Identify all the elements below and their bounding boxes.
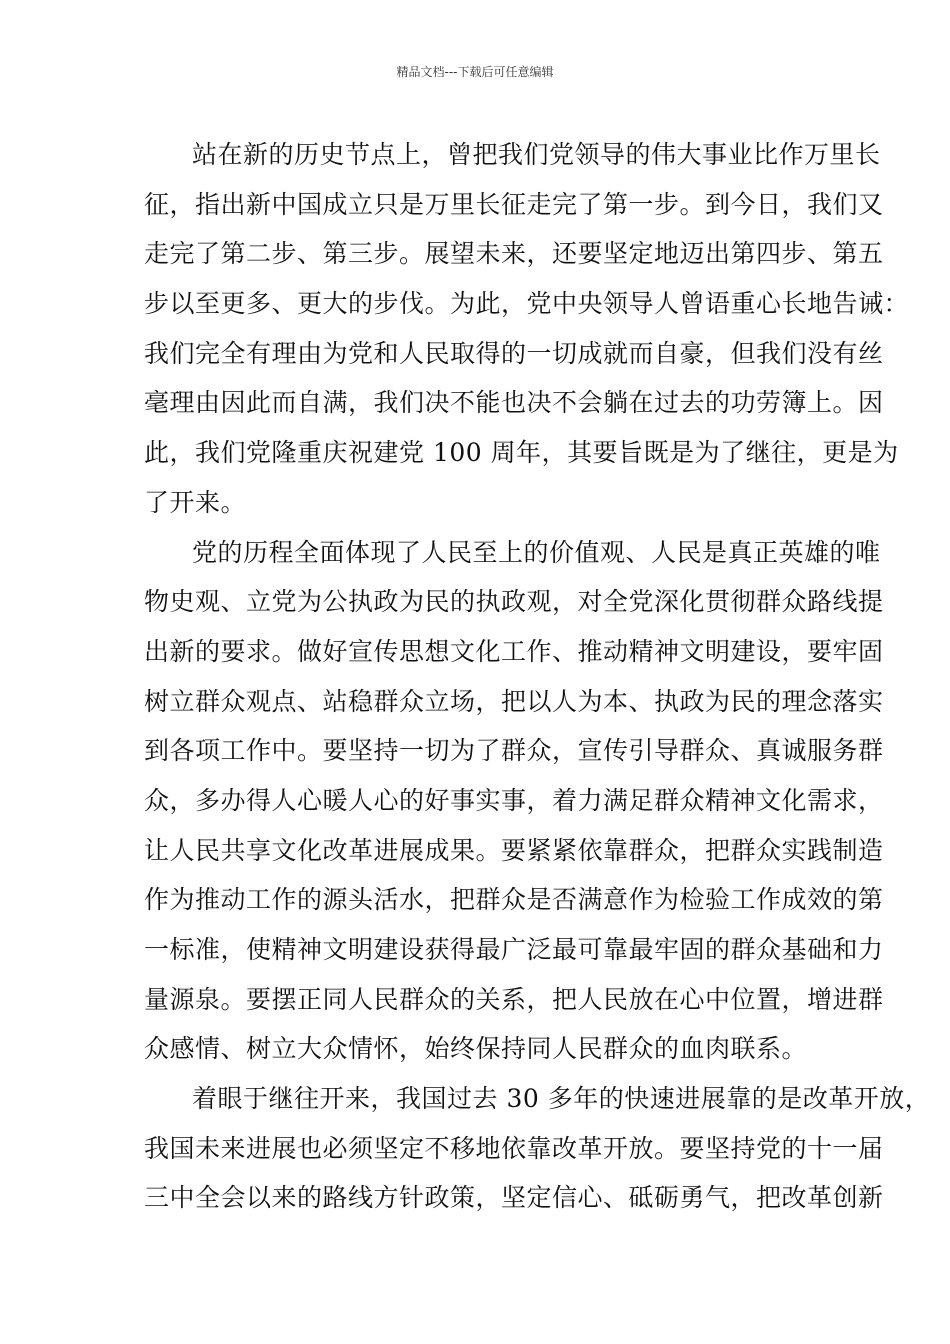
paragraph-2-line-5: 到各项工作中。要坚持一切为了群众，宣传引导群众、真诚服务群	[144, 736, 884, 766]
paragraph-1-line-8: 了开来。	[144, 487, 247, 517]
paragraph-2-line-8: 作为推动工作的源头活水，把群众是否满意作为检验工作成效的第	[144, 885, 884, 915]
page-header: 精品文档---下载后可任意编辑	[396, 65, 554, 79]
paragraph-2-line-9: 一标准，使精神文明建设获得最广泛最可靠最牢固的群众基础和力	[144, 935, 884, 964]
paragraph-1-line-2: 征，指出新中国成立只是万里长征走完了第一步。到今日，我们又	[144, 189, 884, 219]
paragraph-2-line-11: 众感情、树立大众情怀，始终保持同人民群众的血肉联系。	[144, 1034, 808, 1064]
paragraph-1-line-4: 步以至更多、更大的步伐。为此，党中央领导人曾语重心长地告诫：	[144, 289, 910, 319]
paragraph-1-line-5: 我们完全有理由为党和人民取得的一切成就而自豪，但我们没有丝	[144, 338, 884, 368]
paragraph-2-line-10: 量源泉。要摆正同人民群众的关系，把人民放在心中位置，增进群	[144, 984, 884, 1014]
paragraph-2-line-2: 物史观、立党为公执政为民的执政观，对全党深化贯彻群众路线提	[144, 587, 884, 617]
paragraph-2-line-4: 树立群众观点、站稳群众立场，把以人为本、执政为民的理念落实	[144, 686, 884, 716]
paragraph-2-line-6: 众，多办得人心暖人心的好事实事，着力满足群众精神文化需求，	[144, 785, 884, 815]
document-body	[144, 130, 931, 1223]
paragraph-2-line-1: 党的历程全面体现了人民至上的价值观、人民是真正英雄的唯	[192, 537, 881, 567]
paragraph-3-line-3: 三中全会以来的路线方针政策，坚定信心、砥砺勇气，把改革创新	[144, 1183, 884, 1213]
paragraph-2-line-3: 出新的要求。做好宣传思想文化工作、推动精神文明建设，要牢固	[144, 636, 884, 666]
paragraph-1-line-7: 此，我们党隆重庆祝建党 100 周年，其要旨既是为了继往，更是为	[144, 438, 899, 468]
paragraph-3-line-2: 我国未来进展也必须坚定不移地依靠改革开放。要坚持党的十一届	[144, 1133, 884, 1163]
paragraph-1-line-6: 毫理由因此而自满，我们决不能也决不会躺在过去的功劳簿上。因	[144, 388, 884, 418]
paragraph-1-line-3: 走完了第二步、第三步。展望未来，还要坚定地迈出第四步、第五	[144, 239, 884, 269]
paragraph-2-line-7: 让人民共享文化改革进展成果。要紧紧依靠群众，把群众实践制造	[144, 835, 884, 865]
paragraph-3-line-1: 着眼于继往开来，我国过去 30 多年的快速进展靠的是改革开放，	[192, 1084, 931, 1114]
paragraph-1-line-1: 站在新的历史节点上，曾把我们党领导的伟大事业比作万里长	[192, 140, 881, 169]
